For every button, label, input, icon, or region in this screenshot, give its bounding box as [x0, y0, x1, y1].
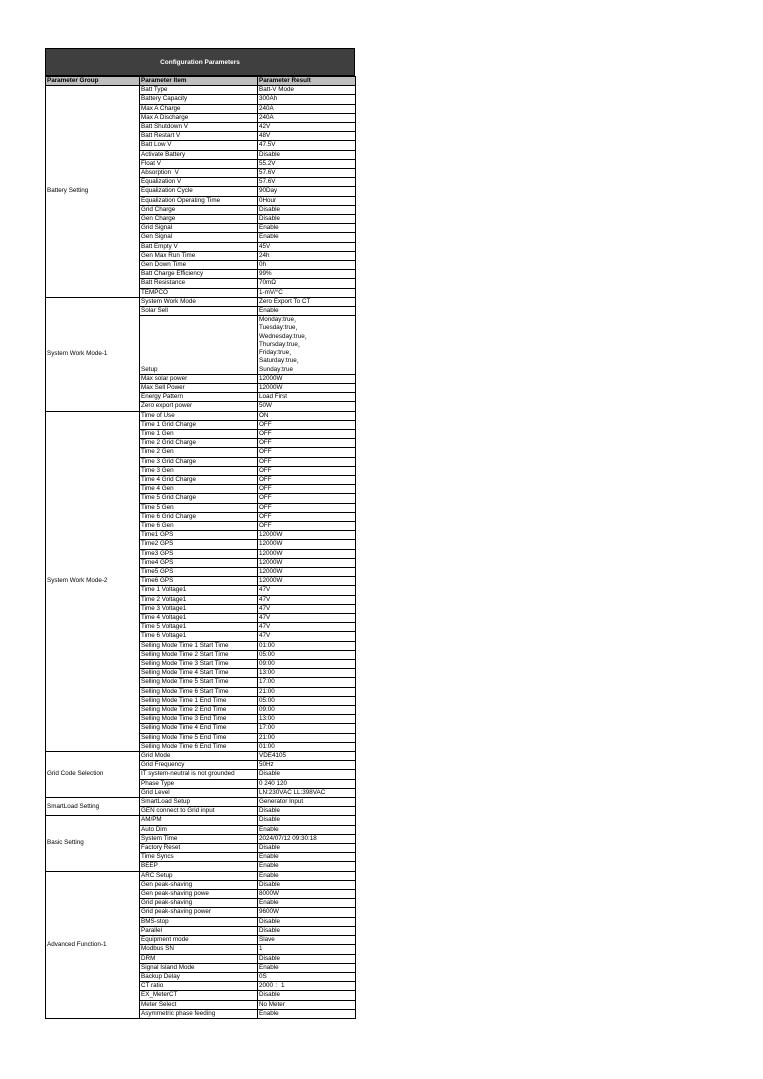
- parameter-result-cell: Disable: [258, 770, 356, 779]
- parameter-item-cell: Selling Mode Time 2 End Time: [140, 706, 258, 715]
- parameter-result-cell: 13:00: [258, 669, 356, 678]
- parameter-result-cell: 8000W: [258, 890, 356, 899]
- parameter-result-cell: No Meter: [258, 1000, 356, 1009]
- parameter-result-cell: OFF: [258, 420, 356, 429]
- parameter-item-cell: Parallel: [140, 926, 258, 935]
- parameter-result-cell: Disable: [258, 917, 356, 926]
- parameter-item-cell: Gen Max Run Time: [140, 251, 258, 260]
- parameter-item-cell: IT system-neutral is not grounded: [140, 770, 258, 779]
- parameter-item-cell: Backup Delay: [140, 972, 258, 981]
- parameter-result-cell: Disable: [258, 880, 356, 889]
- parameter-item-cell: Meter Select: [140, 1000, 258, 1009]
- parameter-item-cell: Grid Mode: [140, 752, 258, 761]
- parameter-result-cell: Disable: [258, 205, 356, 214]
- parameter-result-cell: Zero Export To CT: [258, 297, 356, 306]
- parameter-item-cell: EX_MeterCT: [140, 991, 258, 1000]
- parameter-result-cell: OFF: [258, 439, 356, 448]
- parameter-result-cell: 12000W: [258, 383, 356, 392]
- parameter-item-cell: Gen Charge: [140, 215, 258, 224]
- parameter-result-cell: Slave: [258, 936, 356, 945]
- parameter-result-cell: 47V: [258, 595, 356, 604]
- parameter-result-cell: 47V: [258, 632, 356, 641]
- parameter-result-cell: VDE4105: [258, 752, 356, 761]
- parameter-result-cell: 09:00: [258, 660, 356, 669]
- parameter-item-cell: AM/PM: [140, 816, 258, 825]
- parameter-item-cell: Time 4 Grid Charge: [140, 475, 258, 484]
- parameter-result-cell: Enable: [258, 224, 356, 233]
- header-group: Parameter Group: [46, 77, 140, 86]
- parameter-item-cell: Time 1 Voltage1: [140, 586, 258, 595]
- parameter-item-cell: Max A Charge: [140, 104, 258, 113]
- parameter-result-cell: 240A: [258, 104, 356, 113]
- parameter-result-cell: OFF: [258, 429, 356, 438]
- parameter-item-cell: Max A Discharge: [140, 113, 258, 122]
- sheet-title: Configuration Parameters: [45, 48, 355, 76]
- parameter-group-cell: System Work Mode-2: [46, 411, 140, 752]
- parameter-result-cell: Disable: [258, 991, 356, 1000]
- parameter-result-cell: 55.2V: [258, 159, 356, 168]
- parameter-result-cell: 240A: [258, 113, 356, 122]
- parameter-result-cell: 13:00: [258, 715, 356, 724]
- parameter-item-cell: Grid peak-shaving power: [140, 908, 258, 917]
- parameter-group-cell: SmartLoad Setting: [46, 798, 140, 816]
- parameter-result-cell: Enable: [258, 233, 356, 242]
- parameter-item-cell: Batt Type: [140, 86, 258, 95]
- parameter-item-cell: Gen Signal: [140, 233, 258, 242]
- parameter-item-cell: Selling Mode Time 5 End Time: [140, 733, 258, 742]
- parameter-item-cell: Activate Battery: [140, 150, 258, 159]
- parameter-group-cell: Basic Setting: [46, 816, 140, 871]
- parameter-result-cell: Disable: [258, 926, 356, 935]
- parameter-result-cell: 05:00: [258, 650, 356, 659]
- parameter-result-cell: 01:00: [258, 641, 356, 650]
- parameter-item-cell: Selling Mode Time 6 Start Time: [140, 687, 258, 696]
- table-row: [46, 816, 356, 825]
- parameter-item-cell: Time 3 Voltage1: [140, 604, 258, 613]
- parameter-result-cell: 47V: [258, 604, 356, 613]
- table-row: [46, 86, 356, 95]
- parameter-item-cell: Setup: [140, 316, 258, 374]
- parameter-item-cell: Time 1 Grid Charge: [140, 420, 258, 429]
- table-row: [46, 411, 356, 420]
- parameter-item-cell: Time 1 Gen: [140, 429, 258, 438]
- parameter-result-cell: 99%: [258, 270, 356, 279]
- parameter-item-cell: DRM: [140, 954, 258, 963]
- parameter-result-cell: Disable: [258, 807, 356, 816]
- parameter-item-cell: Gen Down Time: [140, 261, 258, 270]
- parameter-item-cell: Selling Mode Time 2 Start Time: [140, 650, 258, 659]
- parameter-item-cell: Batt Low V: [140, 141, 258, 150]
- parameter-result-cell: 0S: [258, 972, 356, 981]
- parameter-item-cell: Asymmetric phase feeding: [140, 1009, 258, 1018]
- parameter-item-cell: System Work Mode: [140, 297, 258, 306]
- parameter-item-cell: Time of Use: [140, 411, 258, 420]
- parameter-result-cell: 70mΩ: [258, 279, 356, 288]
- parameter-item-cell: Time4 GPS: [140, 558, 258, 567]
- parameter-item-cell: Time 3 Gen: [140, 466, 258, 475]
- parameter-result-cell: 12000W: [258, 558, 356, 567]
- parameter-result-cell: 12000W: [258, 567, 356, 576]
- header-row: [46, 77, 356, 86]
- parameter-item-cell: Time 2 Gen: [140, 448, 258, 457]
- parameter-item-cell: Grid Level: [140, 788, 258, 797]
- parameter-result-cell: 24h: [258, 251, 356, 260]
- parameter-result-cell: Disable: [258, 844, 356, 853]
- parameter-result-cell: Disable: [258, 954, 356, 963]
- parameter-item-cell: Time 2 Grid Charge: [140, 439, 258, 448]
- parameter-result-cell: Enable: [258, 307, 356, 316]
- parameter-item-cell: GEN connect to Grid input: [140, 807, 258, 816]
- table-row: [46, 297, 356, 306]
- parameter-item-cell: Selling Mode Time 3 End Time: [140, 715, 258, 724]
- parameter-result-cell: 2024/07/12 09:30:18: [258, 834, 356, 843]
- parameter-item-cell: Grid Charge: [140, 205, 258, 214]
- parameter-result-cell: 1: [258, 945, 356, 954]
- parameter-item-cell: TEMPCO: [140, 288, 258, 297]
- parameter-result-cell: Generator Input: [258, 798, 356, 807]
- parameter-item-cell: Modbus SN: [140, 945, 258, 954]
- parameter-item-cell: Float V: [140, 159, 258, 168]
- parameter-item-cell: Time 5 Voltage1: [140, 623, 258, 632]
- parameter-result-cell: 1-mV/°C: [258, 288, 356, 297]
- parameter-item-cell: CT ratio: [140, 982, 258, 991]
- parameter-result-cell: 0 240 120: [258, 779, 356, 788]
- parameter-result-cell: Load First: [258, 393, 356, 402]
- parameter-result-cell: 17:00: [258, 678, 356, 687]
- parameter-item-cell: Time 6 Grid Charge: [140, 512, 258, 521]
- parameter-item-cell: Auto Dim: [140, 825, 258, 834]
- parameter-result-cell: 47.5V: [258, 141, 356, 150]
- parameter-result-cell: Disable: [258, 150, 356, 159]
- parameter-item-cell: Solar Sell: [140, 307, 258, 316]
- parameter-item-cell: Batt Charge Efficiency: [140, 270, 258, 279]
- parameter-item-cell: Zero export power: [140, 402, 258, 411]
- parameter-result-cell: OFF: [258, 466, 356, 475]
- table-row: [46, 752, 356, 761]
- parameter-result-cell: Batt-V Mode: [258, 86, 356, 95]
- parameter-item-cell: Equalization Cycle: [140, 187, 258, 196]
- parameter-item-cell: Time 5 Grid Charge: [140, 494, 258, 503]
- parameter-result-cell: 21:00: [258, 733, 356, 742]
- parameter-item-cell: Max Sell Power: [140, 383, 258, 392]
- parameter-table: [45, 76, 356, 1019]
- parameter-result-cell: OFF: [258, 485, 356, 494]
- parameter-result-cell: 12000W: [258, 540, 356, 549]
- parameter-result-cell: 12000W: [258, 374, 356, 383]
- parameter-result-cell: OFF: [258, 521, 356, 530]
- parameter-item-cell: Selling Mode Time 5 Start Time: [140, 678, 258, 687]
- parameter-item-cell: Time 4 Voltage1: [140, 613, 258, 622]
- parameter-item-cell: Factory Reset: [140, 844, 258, 853]
- parameter-group-cell: Battery Setting: [46, 86, 140, 298]
- parameter-item-cell: Signal Island Mode: [140, 963, 258, 972]
- parameter-result-cell: OFF: [258, 503, 356, 512]
- parameter-result-cell: 42V: [258, 123, 356, 132]
- parameter-result-cell: 47V: [258, 613, 356, 622]
- parameter-result-cell: 300Ah: [258, 95, 356, 104]
- parameter-result-cell: 48V: [258, 132, 356, 141]
- parameter-group-cell: Grid Code Selection: [46, 752, 140, 798]
- parameter-item-cell: Time5 GPS: [140, 567, 258, 576]
- parameter-result-cell: 57.6V: [258, 178, 356, 187]
- parameter-result-cell: 47V: [258, 623, 356, 632]
- parameter-result-cell: ON: [258, 411, 356, 420]
- header-result: Parameter Result: [258, 77, 356, 86]
- parameter-result-cell: Enable: [258, 963, 356, 972]
- parameter-item-cell: Equalization Operating Time: [140, 196, 258, 205]
- header-item: Parameter Item: [140, 77, 258, 86]
- parameter-item-cell: Selling Mode Time 1 Start Time: [140, 641, 258, 650]
- parameter-result-cell: 47V: [258, 586, 356, 595]
- parameter-item-cell: Time1 GPS: [140, 531, 258, 540]
- parameter-result-cell: 50Hz: [258, 761, 356, 770]
- parameter-result-cell: Enable: [258, 899, 356, 908]
- parameter-item-cell: Max solar power: [140, 374, 258, 383]
- parameter-result-cell: 05:00: [258, 696, 356, 705]
- parameter-item-cell: System Time: [140, 834, 258, 843]
- parameter-result-cell: 0Hour: [258, 196, 356, 205]
- parameter-result-cell: 12000W: [258, 531, 356, 540]
- parameter-result-cell: 09:00: [258, 706, 356, 715]
- parameter-item-cell: Time Syncs: [140, 853, 258, 862]
- parameter-item-cell: BMS-stop: [140, 917, 258, 926]
- parameter-item-cell: Batt Shutdown V: [140, 123, 258, 132]
- parameter-result-cell: 50W: [258, 402, 356, 411]
- table-row: [46, 871, 356, 880]
- parameter-result-cell: 90Day: [258, 187, 356, 196]
- parameter-item-cell: Time 5 Gen: [140, 503, 258, 512]
- parameter-result-cell: Enable: [258, 871, 356, 880]
- parameter-result-cell: Disable: [258, 215, 356, 224]
- table-row: [46, 798, 356, 807]
- parameter-result-cell: OFF: [258, 448, 356, 457]
- parameter-result-cell: OFF: [258, 494, 356, 503]
- parameter-item-cell: Gen peak-shaving powe: [140, 890, 258, 899]
- parameter-result-cell: 01:00: [258, 742, 356, 751]
- parameter-item-cell: Time 3 Grid Charge: [140, 457, 258, 466]
- parameter-item-cell: Time 4 Gen: [140, 485, 258, 494]
- parameter-result-cell: OFF: [258, 457, 356, 466]
- parameter-item-cell: Phase Type: [140, 779, 258, 788]
- parameter-item-cell: Equalization V: [140, 178, 258, 187]
- parameter-item-cell: Selling Mode Time 6 End Time: [140, 742, 258, 751]
- parameter-item-cell: Time 6 Voltage1: [140, 632, 258, 641]
- configuration-sheet: [45, 48, 355, 1019]
- parameter-result-cell: Disable: [258, 816, 356, 825]
- parameter-item-cell: Selling Mode Time 3 Start Time: [140, 660, 258, 669]
- parameter-result-cell: Enable: [258, 1009, 356, 1018]
- parameter-result-cell: Enable: [258, 862, 356, 871]
- parameter-item-cell: Selling Mode Time 1 End Time: [140, 696, 258, 705]
- parameter-group-cell: Advanced Function-1: [46, 871, 140, 1018]
- parameter-item-cell: Grid peak-shaving: [140, 899, 258, 908]
- parameter-item-cell: Energy Pattern: [140, 393, 258, 402]
- parameter-result-cell: LN:230VAC LL:398VAC: [258, 788, 356, 797]
- parameter-item-cell: Selling Mode Time 4 End Time: [140, 724, 258, 733]
- parameter-item-cell: Time3 GPS: [140, 549, 258, 558]
- parameter-result-cell: Enable: [258, 853, 356, 862]
- parameter-item-cell: Batt Empty V: [140, 242, 258, 251]
- parameter-item-cell: ARC Setup: [140, 871, 258, 880]
- parameter-result-cell: 17:00: [258, 724, 356, 733]
- parameter-item-cell: Time 2 Voltage1: [140, 595, 258, 604]
- table-body: [46, 86, 356, 1019]
- parameter-result-cell: 9600W: [258, 908, 356, 917]
- parameter-item-cell: Equipment mode: [140, 936, 258, 945]
- parameter-result-cell: 21:00: [258, 687, 356, 696]
- parameter-item-cell: Time 6 Gen: [140, 521, 258, 530]
- parameter-result-cell: Monday:true， Tuesday:true， Wednesday:true， Thursday:true， Friday:true， Saturday:true， Sunday:true: [258, 316, 356, 374]
- parameter-result-cell: Enable: [258, 825, 356, 834]
- parameter-item-cell: Time2 GPS: [140, 540, 258, 549]
- parameter-item-cell: Absorption V: [140, 169, 258, 178]
- parameter-result-cell: 45V: [258, 242, 356, 251]
- parameter-item-cell: Battery Capacity: [140, 95, 258, 104]
- parameter-result-cell: 0h: [258, 261, 356, 270]
- parameter-item-cell: Grid Frequency: [140, 761, 258, 770]
- parameter-result-cell: 57.6V: [258, 169, 356, 178]
- parameter-item-cell: BEEP: [140, 862, 258, 871]
- parameter-item-cell: Batt Resistance: [140, 279, 258, 288]
- parameter-result-cell: OFF: [258, 512, 356, 521]
- parameter-item-cell: Batt Restart V: [140, 132, 258, 141]
- parameter-result-cell: OFF: [258, 475, 356, 484]
- parameter-item-cell: Gen peak-shaving: [140, 880, 258, 889]
- parameter-result-cell: 2000 ：1: [258, 982, 356, 991]
- parameter-result-cell: 12000W: [258, 577, 356, 586]
- parameter-group-cell: System Work Mode-1: [46, 297, 140, 411]
- parameter-item-cell: Grid Signal: [140, 224, 258, 233]
- parameter-item-cell: SmartLoad Setup: [140, 798, 258, 807]
- parameter-item-cell: Time6 GPS: [140, 577, 258, 586]
- parameter-result-cell: 12000W: [258, 549, 356, 558]
- parameter-item-cell: Selling Mode Time 4 Start Time: [140, 669, 258, 678]
